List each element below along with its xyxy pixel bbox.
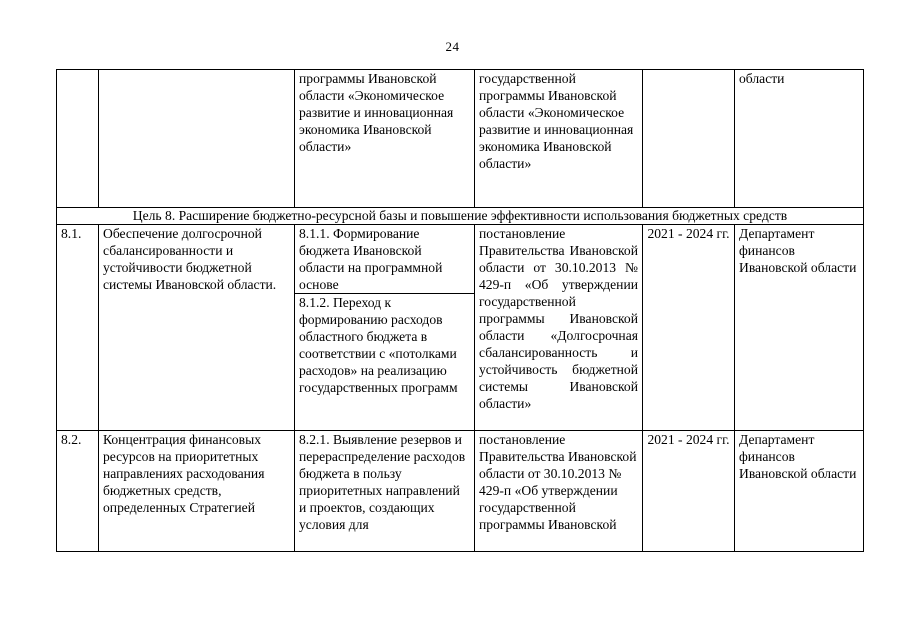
cell-period: [643, 70, 735, 208]
cell-measure: программы Ивановской области «Экономическое развитие и инновационная экономика Ивановской области»: [295, 70, 475, 208]
page-number: 24: [445, 39, 460, 54]
cell-document: постановление Правительства Ивановской области от 30.10.2013 № 429-п «Об утверждении государственной программы Ивановской: [475, 431, 643, 552]
cell-document: постановление Правительства Ивановской области от 30.10.2013 № 429-п «Об утверждении государственной программы Ивановской области «Долгосрочная сбалансированность и устойчивость бюджетной системы Ивановской области»: [475, 225, 643, 431]
cell-num: 8.2.: [57, 431, 99, 552]
table-row-8-1: [57, 225, 864, 294]
cell-name: [99, 70, 295, 208]
cell-measure: 8.1.1. Формирование бюджета Ивановской области на программной основе: [295, 225, 475, 294]
cell-period: 2021 - 2024 гг.: [643, 431, 735, 552]
cell-responsible: Департамент финансов Ивановской области: [735, 225, 864, 431]
cell-measure: 8.1.2. Переход к формированию расходов областного бюджета в соответствии с «потолками расходов» на реализацию государственных программ: [295, 294, 475, 431]
goal-heading: Цель 8. Расширение бюджетно-ресурсной базы и повышение эффективности использования бюджетных средств: [57, 208, 864, 225]
cell-document: государственной программы Ивановской области «Экономическое развитие и инновационная экономика Ивановской области»: [475, 70, 643, 208]
table-row-continuation: [57, 70, 864, 208]
measures-table: [56, 69, 864, 552]
cell-name: Обеспечение долгосрочной сбалансированности и устойчивости бюджетной системы Ивановской области.: [99, 225, 295, 431]
goal-row: [57, 208, 864, 225]
table-row-8-2: [57, 431, 864, 552]
cell-period: 2021 - 2024 гг.: [643, 225, 735, 431]
cell-responsible: области: [735, 70, 864, 208]
cell-name: Концентрация финансовых ресурсов на приоритетных направлениях расходования бюджетных средств, определенных Стратегией: [99, 431, 295, 552]
cell-num: [57, 70, 99, 208]
cell-responsible: Департамент финансов Ивановской области: [735, 431, 864, 552]
cell-num: 8.1.: [57, 225, 99, 431]
cell-measure: 8.2.1. Выявление резервов и перераспределение расходов бюджета в пользу приоритетных направлений и проектов, создающих условия для: [295, 431, 475, 552]
